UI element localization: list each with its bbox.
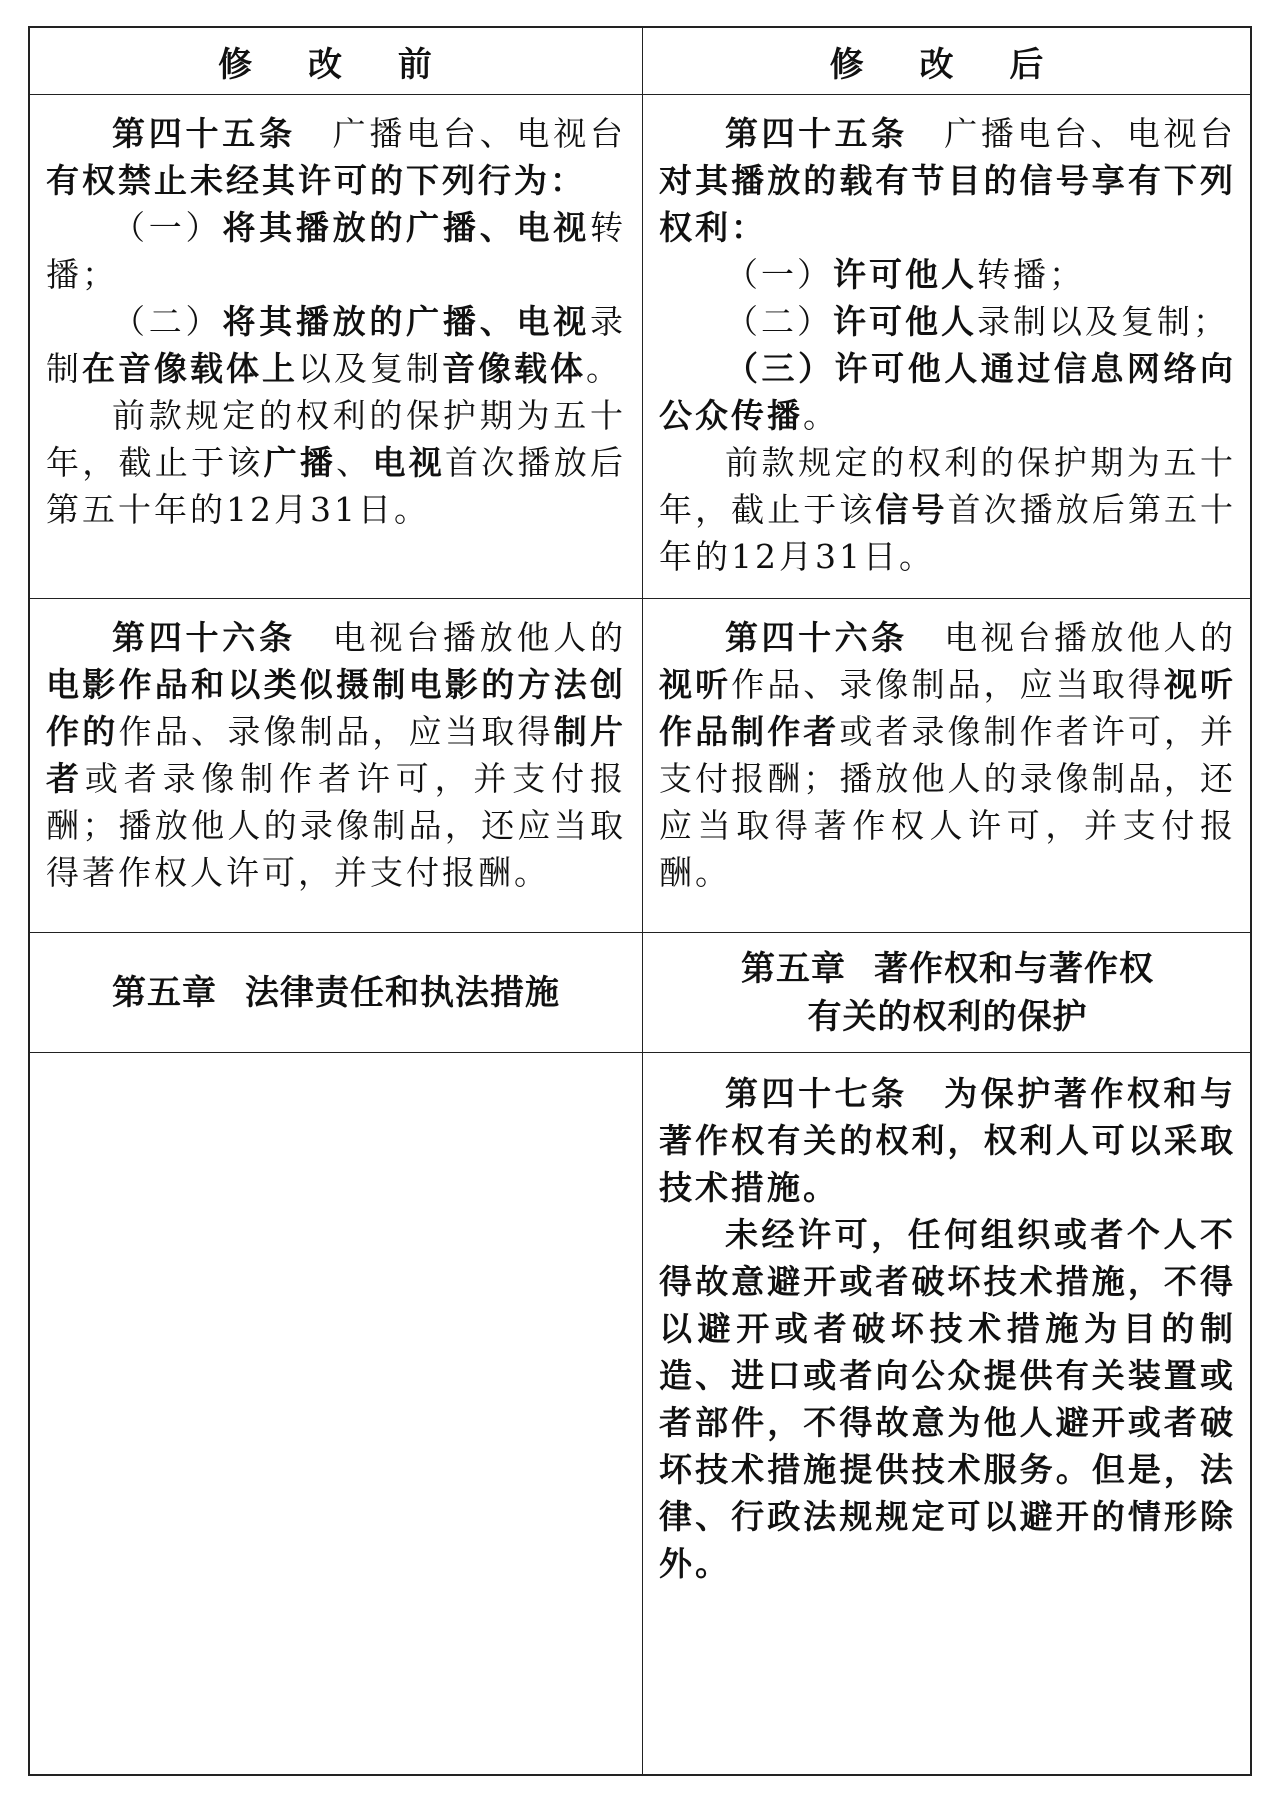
art47-after-cell (643, 1070, 1252, 1770)
header-before-label: 修 改 前 (218, 44, 454, 85)
art47-after-p2 (659, 1211, 1236, 1587)
text-run: 视听作品制作者 (659, 665, 1237, 751)
text-run: 广播电台、电视台 (295, 114, 627, 153)
text-run: 对其播放的载有节目的信号享有下列权利： (659, 161, 1236, 247)
text-run: 未经许可，任何组织或者个人不得故意避开或者破坏技术措施，不得以避开或者破坏技术措施为目的制造、进口或者向公众提供有关装置或者部件，不得故意为他人避开或者破坏技术措施提供技术服务。但是，法律、行政法规规定可以避开的情形除外。 (659, 1215, 1236, 1583)
text-run: 许可他人 (833, 255, 977, 294)
art45-after-p2 (659, 251, 1236, 298)
text-run: 转播； (46, 208, 627, 294)
text-run: 广播电台、电视台 (907, 114, 1237, 153)
art46-before-p1 (46, 614, 626, 896)
art46-after-p1 (659, 614, 1236, 896)
row-divider-art45 (30, 598, 1250, 599)
art46-before-cell (30, 614, 642, 924)
text-run: 首次播放后第五十年的12月31日。 (659, 490, 1237, 576)
text-run: 或者录像制作者许可，并支付报酬；播放他人的录像制品，还应当取得著作权人许可，并支付报酬。 (659, 712, 1237, 892)
text-run: 录制以及复制； (977, 302, 1229, 341)
chapter5-after-title-line1: 著作权和与著作权 (874, 948, 1154, 989)
chapter5-before-title: 法律责任和执法措施 (245, 972, 560, 1013)
text-run: 以及复制 (298, 349, 442, 388)
text-run: 前款规定的权利的保护期为五十年，截止于该 (659, 443, 1236, 529)
art45-after-cell (643, 110, 1252, 590)
text-run: 电视台播放他人的 (295, 618, 627, 657)
art45-before-p1 (46, 110, 626, 204)
text-run: 有权禁止未经其许可的下列行为： (46, 161, 586, 200)
art45-after-p3 (659, 298, 1236, 345)
chapter5-after-num: 第五章 (741, 948, 846, 989)
row-divider-header (30, 94, 1250, 95)
text-run: 前款规定的权利的保护期为五十年，截止于该 (46, 396, 626, 482)
text-run: 视听 (659, 665, 732, 704)
text-run: 将其播放的广播、电视 (222, 302, 591, 341)
header-after (643, 28, 1252, 94)
chapter5-before (30, 933, 642, 1052)
text-run: （二） (725, 302, 833, 341)
text-run: 将其播放的广播、电视 (222, 208, 591, 247)
text-run: 第四十五条 (725, 114, 908, 153)
header-after-label: 修 改 后 (829, 44, 1066, 85)
art46-after-cell (643, 614, 1252, 924)
text-run: 第四十六条 (112, 618, 296, 657)
art45-before-p3 (46, 298, 626, 392)
text-run: 、 (336, 443, 373, 482)
text-run: 音像载体 (442, 349, 586, 388)
text-run: 在音像载体上 (82, 349, 298, 388)
text-run: 电视台播放他人的 (907, 618, 1237, 657)
art45-before-p2 (46, 204, 626, 298)
art45-after-p1 (659, 110, 1236, 251)
chapter5-after (643, 933, 1252, 1052)
art45-after-p4 (659, 345, 1236, 439)
chapter5-before-num: 第五章 (112, 972, 217, 1013)
header-before (30, 28, 642, 94)
text-run: 电影作品和以类似摄制电影的方法创作的 (46, 665, 626, 751)
text-run: 第四十六条 (725, 618, 908, 657)
art45-before-cell (30, 110, 642, 590)
text-run: 信号 (875, 490, 948, 529)
chapter5-after-title-line2: 有关的权利的保护 (807, 996, 1088, 1037)
text-run: 许可他人 (833, 302, 977, 341)
text-run: 作品、录像制品，应当取得 (118, 712, 554, 751)
text-run: 。 (803, 396, 839, 435)
text-run: 作品、录像制品，应当取得 (731, 665, 1164, 704)
art45-after-p5 (659, 439, 1236, 580)
text-run: 。 (586, 349, 622, 388)
art45-before-p4 (46, 392, 626, 533)
text-run: 第四十七条 为保护著作权和与著作权有关的权利，权利人可以采取技术措施。 (659, 1074, 1236, 1207)
text-run: （二） (112, 302, 223, 341)
text-run: 转播； (977, 255, 1085, 294)
text-run: 广播 (263, 443, 337, 482)
text-run: 或者录像制作者许可，并支付报酬；播放他人的录像制品，还应当取得著作权人许可，并支付报酬。 (46, 759, 627, 892)
text-run: 第四十五条 (112, 114, 296, 153)
text-run: 制片者 (46, 712, 627, 798)
text-run: 首次播放后第五十年的12月31日。 (46, 443, 627, 529)
art47-after-p1 (659, 1070, 1236, 1211)
text-run: （一） (112, 208, 223, 247)
comparison-table (28, 26, 1252, 1776)
text-run: （一） (725, 255, 833, 294)
text-run: 电视 (372, 443, 445, 482)
text-run: （三）许可他人通过信息网络向公众传播 (659, 349, 1236, 435)
text-run: 录制 (46, 302, 627, 388)
art47-before-cell (30, 1053, 642, 1773)
